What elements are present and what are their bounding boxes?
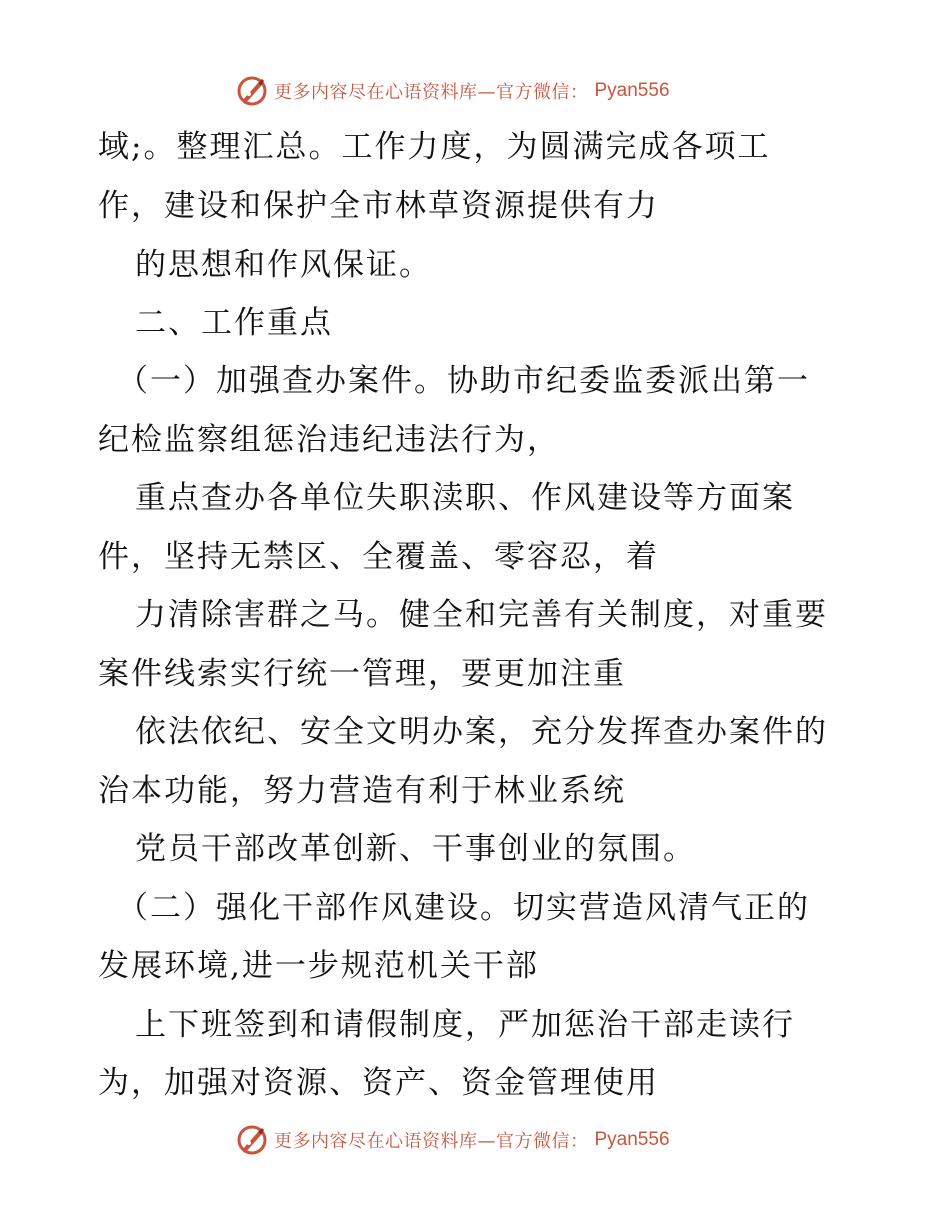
body-line: 案件线索实行统一管理，要更加注重 [98,656,626,692]
body-line: （一）加强查办案件。协助市纪委监委派出第一 [117,363,810,399]
body-line: 件，坚持无禁区、全覆盖、零容忍，着 [98,539,659,575]
body-line: 纪检监察组惩治违纪违法行为， [98,422,560,458]
header-watermark-banner [236,74,670,108]
body-line: 力清除害群之马。健全和完善有关制度，对重要 [135,597,828,633]
body-line: 发展环境,进一步规范机关干部 [98,948,539,984]
body-line: 为，加强对资源、资产、资金管理使用 [98,1065,659,1101]
body-line: 依法依纪、安全文明办案，充分发挥查办案件的 [135,714,828,750]
banner-text: 更多内容尽在心语资料库—官方微信： [274,82,589,103]
body-line: 上下班签到和请假制度，严加惩治干部走读行 [135,1007,795,1043]
footer-watermark-banner [236,1123,670,1157]
section-heading: 二、工作重点 [135,305,333,341]
body-line: 的思想和作风保证。 [135,247,432,283]
body-line: 党员干部改革创新、干事创业的氛围。 [135,831,696,867]
body-line: 域;。整理汇总。工作力度，为圆满完成各项工 [98,129,771,165]
pen-logo-icon [236,75,268,107]
banner-account: Pyan556 [594,1129,670,1150]
banner-text: 更多内容尽在心语资料库—官方微信： [274,1131,589,1152]
banner-account: Pyan556 [594,80,670,101]
body-line: （二）强化干部作风建设。切实营造风清气正的 [117,890,810,926]
body-line: 治本功能，努力营造有利于林业系统 [98,773,626,809]
body-line: 作，建设和保护全市林草资源提供有力 [98,188,659,224]
pen-logo-icon [236,1124,268,1156]
body-line: 重点查办各单位失职渎职、作风建设等方面案 [135,480,795,516]
